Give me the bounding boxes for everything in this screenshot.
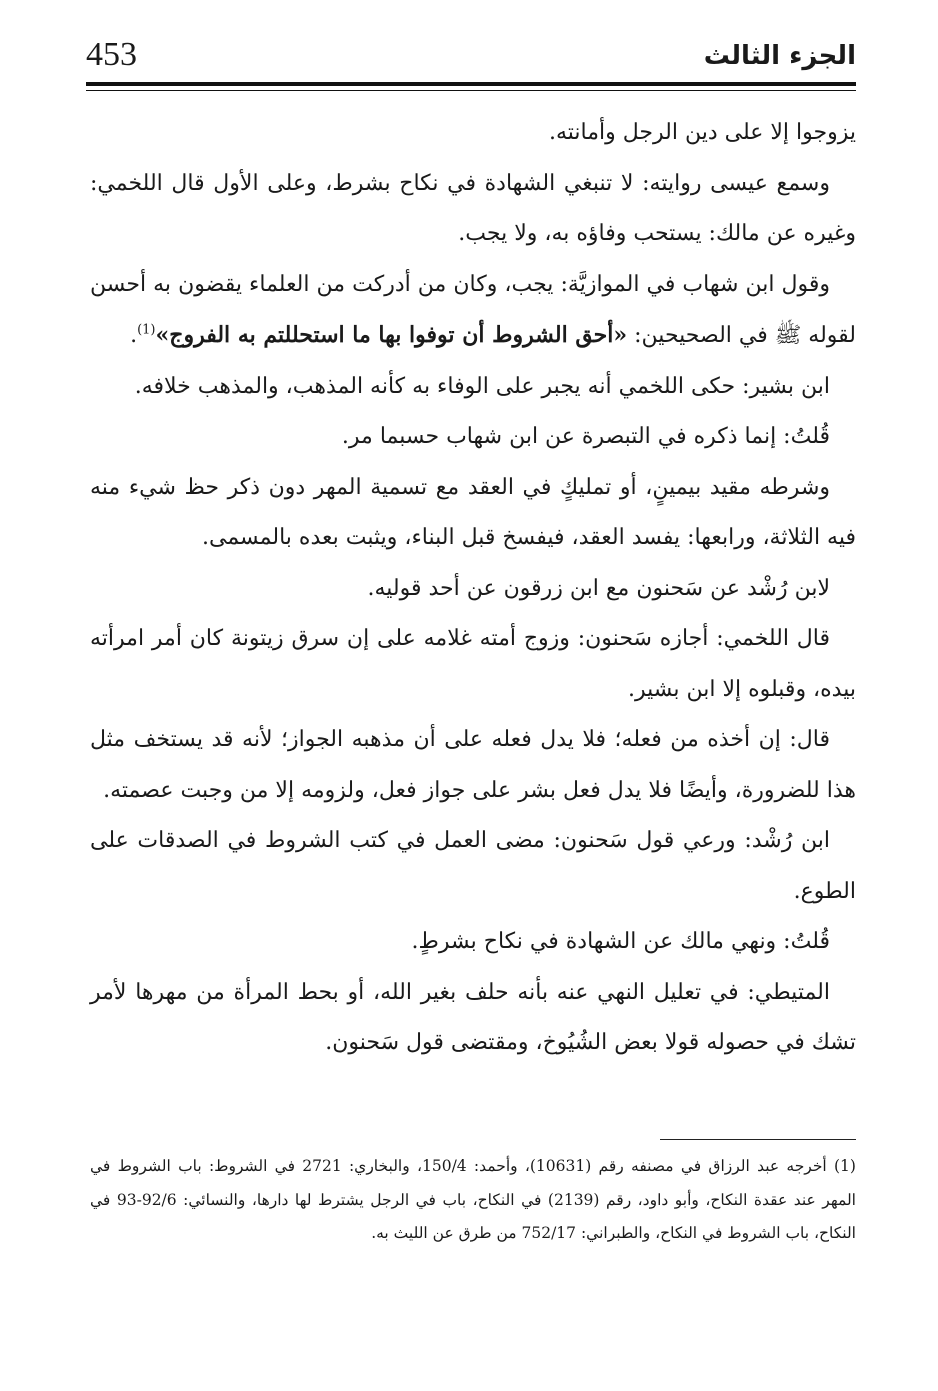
paragraph-1: يزوجوا إلا على دين الرجل وأمانته. [549,120,856,145]
header-rule-thick [86,82,856,86]
paragraph-2: وسمع عيسى روايته: لا تنبغي الشهادة في نكاح بشرط، وعلى الأول قال اللخمي: وغيره عن مالك: يستحب وفاؤه به، ولا يجب. [90,170,856,246]
page-header [86,30,856,86]
paragraph-11: قُلتُ: ونهي مالك عن الشهادة في نكاح بشرطٍ. [411,929,830,954]
footnote-reference[interactable]: (1) [137,322,156,338]
paragraph-3-end: . [130,323,138,348]
paragraph-3-lead: وقول ابن شهاب في الموازيَّة: يجب، وكان من أدركت من العلماء يقضون به أحسن لقوله ﷺ في الصحيحين: [90,271,856,348]
footnote-1: (1) أخرجه عبد الرزاق في مصنفه رقم (10631)، وأحمد: 150/4، والبخاري: 2721 في الشروط: باب الشروط في المهر عند عقدة النكاح، وأبو داود، رقم (2139) في النكاح، باب في الرجل يشترط لها دارها، والنسائي: 92/6-93 في النكاح، باب الشروط في النكاح، والطبراني: 752/17 من طرق عن الليث به. [90,1157,856,1242]
paragraph-4: ابن بشير: حكى اللخمي أنه يجبر على الوفاء به كأنه المذهب، والمذهب خلافه. [134,373,830,399]
footnote-separator [660,1139,856,1140]
paragraph-12: المتيطي: في تعليل النهي عنه بأنه حلف بغير الله، أو بحط المرأة من مهرها لأمر تشك في حصوله قولا بعض الشُيُوخ، ومقتضى قول سَحنون. [90,979,856,1055]
paragraph-9: قال: إن أخذه من فعله؛ فلا يدل فعله على أن مذهبه الجواز؛ لأنه قد يستخف مثل هذا للضرورة، وأيضًا فلا يدل فعل بشر على جواز فعل، ولزومه إلا من وجبت عصمته. [90,727,856,803]
footnotes [90,1150,856,1251]
paragraph-3 [90,260,856,362]
running-title: الجزء الثالث [703,41,856,71]
page-number: 453 [86,36,137,73]
paragraph-5: قُلتُ: إنما ذكره في التبصرة عن ابن شهاب حسبما مر. [341,424,830,449]
main-text [90,108,856,1069]
header-rule-thin [86,90,856,91]
paragraph-8: قال اللخمي: أجازه سَحنون: وزوج أمته غلامه على إن سرق زيتونة كان أمر امرأته بيده، وقبلوه إلا ابن بشير. [90,626,856,702]
paragraph-7: لابن رُشْد عن سَحنون مع ابن زرقون عن أحد قوليه. [367,575,830,601]
hadith-quote: «أحق الشروط أن توفوا بها ما استحللتم به الفروج» [155,322,628,348]
paragraph-6: وشرطه مقيد بيمينٍ، أو تمليكٍ في العقد مع تسمية المهر دون ذكر حظ شيء منه فيه الثلاثة، ورابعها: يفسد العقد، فيفسخ قبل البناء، ويثبت بعده بالمسمى. [90,474,856,550]
paragraph-10: ابن رُشْد: ورعي قول سَحنون: مضى العمل في كتب الشروط في الصدقات على الطوع. [90,828,856,904]
